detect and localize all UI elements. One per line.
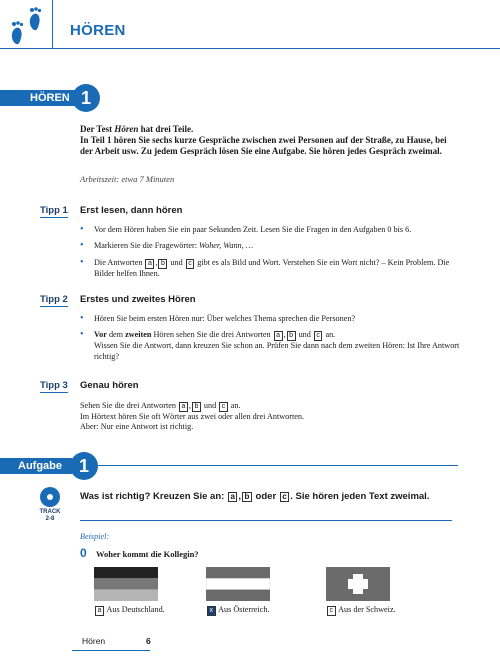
box-a: a [274,331,283,341]
box-b: b [242,492,252,502]
aufgabe-number: 1 [78,456,89,476]
tipp2-underline [40,306,68,307]
box-c: c [186,259,195,269]
tipp1-underline [40,217,68,218]
task-rule [80,520,452,521]
box-c: c [280,492,289,502]
option-a-checkbox[interactable]: a [95,606,104,616]
tipp3-label: Tipp 3 [40,380,68,391]
intro-line1-a: Der Test [80,124,115,134]
cd-icon-hole [47,494,53,500]
flag-germany-image [94,567,158,601]
tipp2-list [80,314,460,368]
box-a: a [179,402,188,412]
flag-austria-image [206,567,270,601]
tipp1-bullet-1: • Vor dem Hören haben Sie ein paar Sekunden Zeit. Lesen Sie die Fragen in den Aufgaben 0 bis 6. [80,225,460,235]
tipp2-title: Erstes und zweites Hören [80,294,196,305]
aufgabe-rule [98,465,458,466]
intro-line1-italic: Hören [114,124,139,134]
track-label: TRACK 2-8 [39,509,61,522]
header-rule [0,48,500,49]
tipp1-label: Tipp 1 [40,205,68,216]
tipp2-bullet-1: • Hören Sie beim ersten Hören nur: Über welches Thema sprechen die Personen? [80,314,460,324]
footsteps-icon [6,4,48,48]
task-instruction: Was ist richtig? Kreuzen Sie an: a , b oder c . Sie hören jeden Text zweimal. [80,491,430,502]
aufgabe-label: Aufgabe [18,460,62,472]
box-a: a [145,259,154,269]
box-a: a [228,492,237,502]
section-label: HÖREN [30,92,70,104]
option-b-checkbox-checked[interactable]: x [207,606,216,616]
box-b: b [192,402,201,412]
tipp1-bullet-3: • Die Antworten a , b und c gibt es als Bild und Wort. Verstehen Sie ein Wort nicht? – Kein Problem. Die Bilder helfen Ihnen. [80,258,460,279]
tipp1-title: Erst lesen, dann hören [80,205,183,216]
option-b[interactable]: x Aus Österreich. [206,605,270,616]
tipp3-title: Genau hören [80,380,139,391]
section-number: 1 [80,88,91,108]
tipp3-underline [40,392,68,393]
intro-body: In Teil 1 hören Sie sechs kurze Gespräche zwischen zwei Personen auf der Straße, zu Hause, bei der Arbeit usw. Zu jedem Gespräch lösen Sie eine Aufgabe. Sie hören jedes Gespräch zweimal. [80,135,447,156]
tipp3-text: Sehen Sie die drei Antworten a , b und c an. Im Hörtext hören Sie oft Wörter aus zwei oder allen drei Antworten. Aber: Nur eine Antwort ist richtig. [80,401,305,432]
beispiel-label: Beispiel: [80,532,110,541]
option-c-checkbox[interactable]: c [327,606,336,616]
box-c: c [314,331,323,341]
box-b: b [287,331,296,341]
worktime: Arbeitszeit: etwa 7 Minuten [80,174,175,184]
flag-switzerland-image [326,567,390,601]
footer-rule [72,650,150,651]
page-header-title: HÖREN [70,22,126,39]
option-a[interactable]: a Aus Deutschland. [94,605,165,616]
tipp2-label: Tipp 2 [40,294,68,305]
footer-section-name: Hören [82,636,106,646]
intro-text [80,124,460,157]
question-number: 0 [80,546,87,560]
intro-line1-b: hat drei Teile. [138,124,194,134]
tipp2-bullet-2: • Vor dem zweiten Hören sehen Sie die drei Antworten a , b und c an. Wissen Sie die Antwort, dann kreuzen Sie schon an. Prüfen Sie dann nach dem zweiten Hören: Ist Ihre Antwort richtig? [80,330,460,362]
box-b: b [158,259,167,269]
question-text: Woher kommt die Kollegin? [96,549,199,559]
header-divider [52,0,53,48]
tipp1-bullet-2: • Markieren Sie die Fragewörter: Woher, Wann, … [80,241,460,251]
page-number: 6 [146,636,151,646]
box-c: c [219,402,228,412]
option-c[interactable]: c Aus der Schweiz. [326,605,396,616]
tipp1-list [80,225,460,285]
